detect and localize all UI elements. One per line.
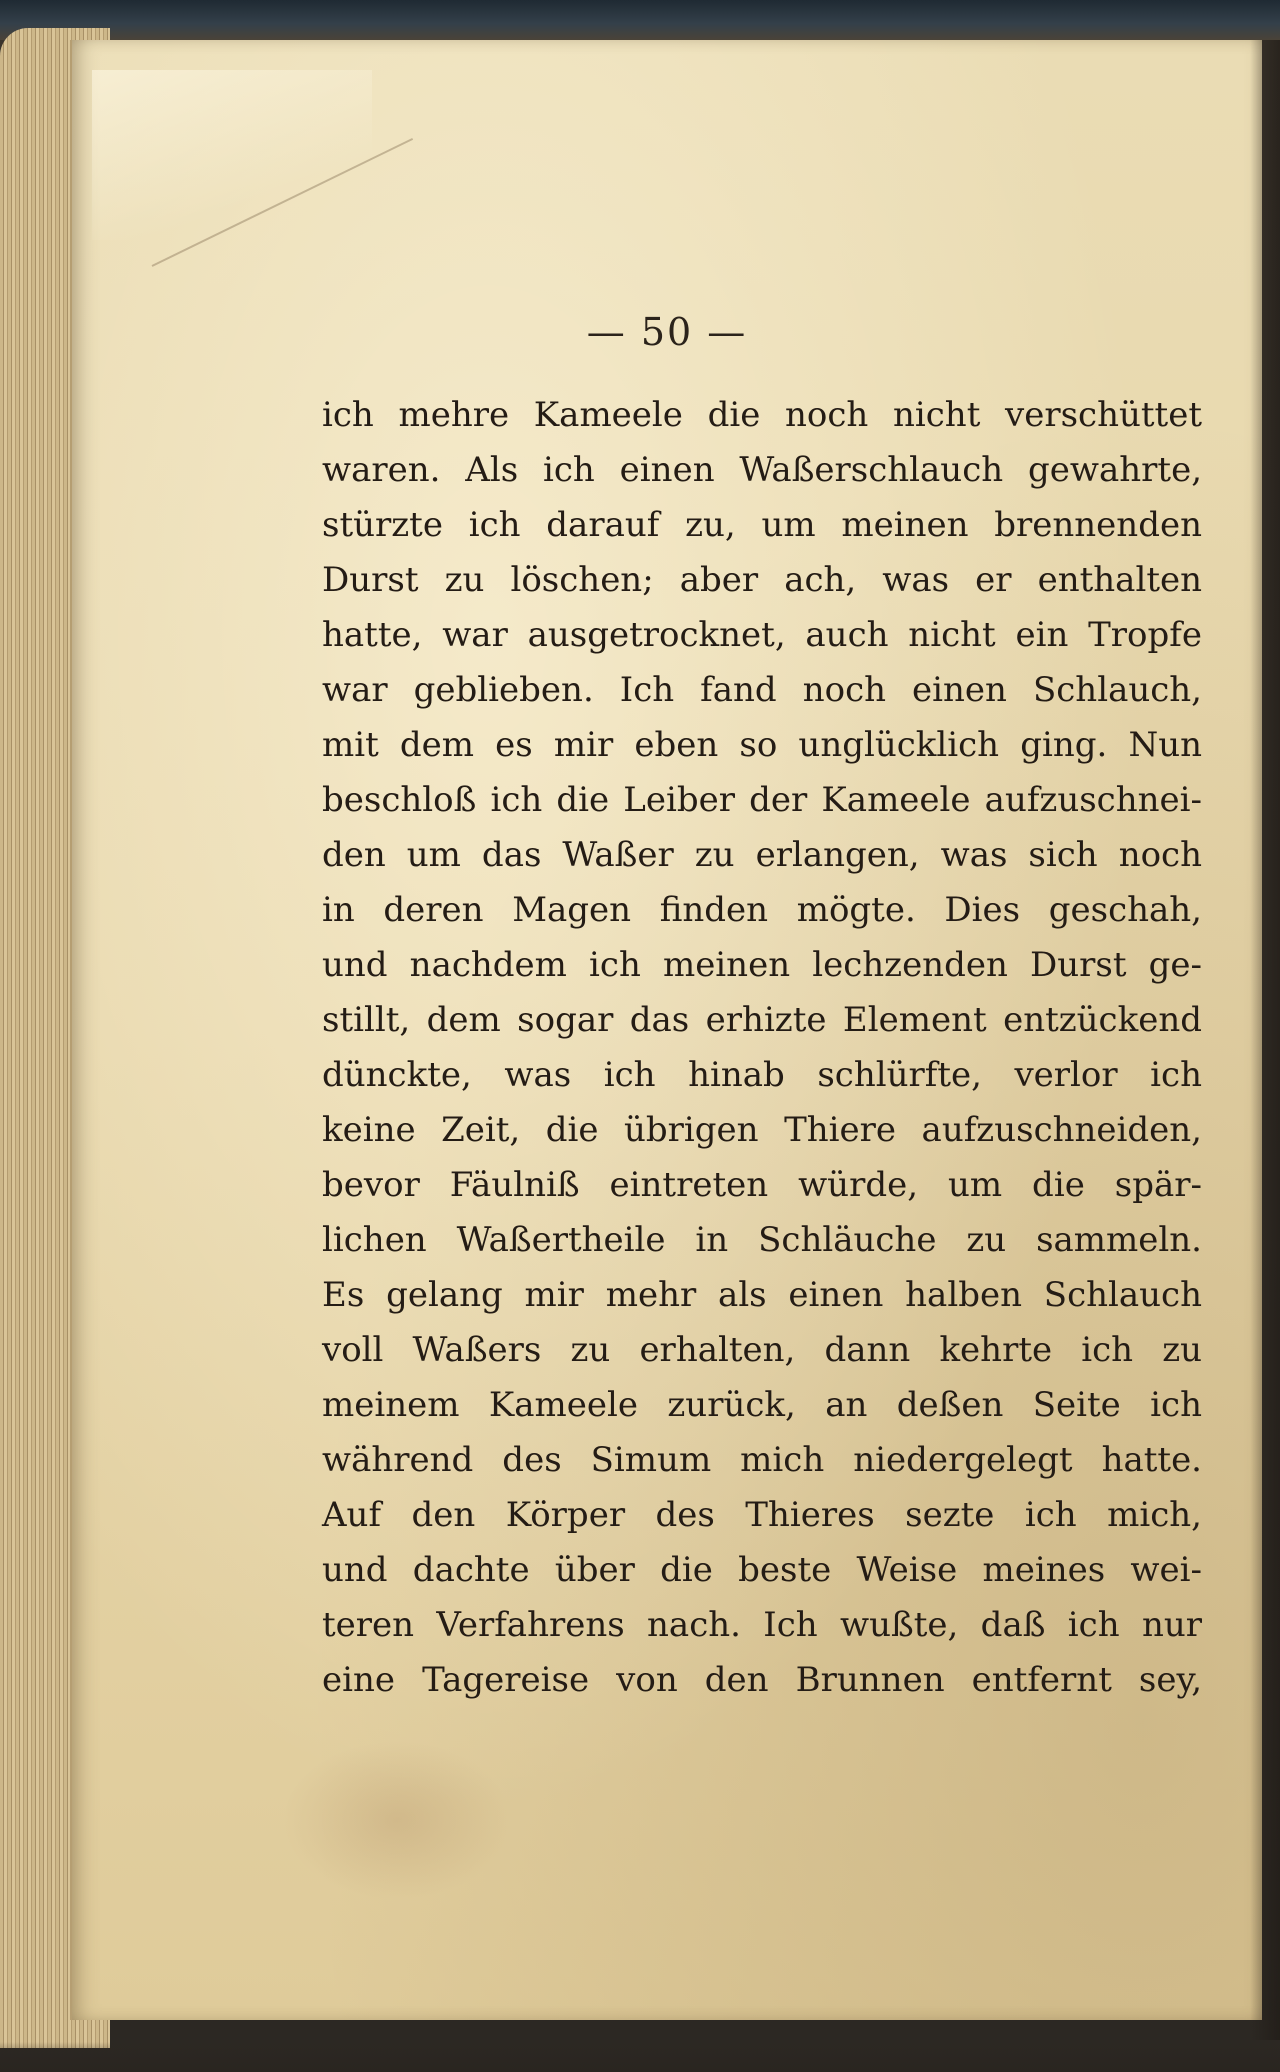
text-line: meinem Kameele zurück, an deßen Seite ich	[322, 1385, 1202, 1425]
page-corner-fold	[92, 70, 372, 240]
text-line: ich mehre Kameele die noch nicht verschüttet	[322, 395, 1202, 435]
text-line: in deren Magen finden mögte. Dies geschah,	[322, 890, 1202, 930]
text-line: beschloß ich die Leiber der Kameele aufzuschnei-	[322, 780, 1202, 820]
text-line: und nachdem ich meinen lechzenden Durst ge-	[322, 945, 1202, 985]
body-text	[322, 388, 1202, 1708]
text-line: stillt, dem sogar das erhizte Element entzückend	[322, 1000, 1202, 1040]
text-line: Es gelang mir mehr als einen halben Schlauch	[322, 1275, 1202, 1315]
text-line: und dachte über die beste Weise meines wei-	[322, 1550, 1202, 1590]
text-line: bevor Fäulniß eintreten würde, um die spär-	[322, 1165, 1202, 1205]
book-page	[70, 40, 1262, 2020]
text-line: dünckte, was ich hinab schlürfte, verlor ich	[322, 1055, 1202, 1095]
text-line: Auf den Körper des Thieres sezte ich mich,	[322, 1495, 1202, 1535]
text-line: stürzte ich darauf zu, um meinen brennenden	[322, 505, 1202, 545]
text-line: waren. Als ich einen Waßerschlauch gewahrte,	[322, 450, 1202, 490]
text-line: keine Zeit, die übrigen Thiere aufzuschneiden,	[322, 1110, 1202, 1150]
text-line: hatte, war ausgetrocknet, auch nicht ein Tropfe	[322, 615, 1202, 655]
text-line: den um das Waßer zu erlangen, was sich noch	[322, 835, 1202, 875]
text-line: voll Waßers zu erhalten, dann kehrte ich zu	[322, 1330, 1202, 1370]
text-line: während des Simum mich niedergelegt hatte.	[322, 1440, 1202, 1480]
text-line: eine Tagereise von den Brunnen entfernt sey,	[322, 1660, 1202, 1700]
text-line: Durst zu löschen; aber ach, was er enthalten	[322, 560, 1202, 600]
text-line: lichen Waßertheile in Schläuche zu sammeln.	[322, 1220, 1202, 1260]
book-bottom-edge	[0, 2042, 1280, 2072]
page-edge-shadow	[1250, 40, 1280, 2040]
paper-stain	[282, 1740, 512, 1900]
book-cover-edge	[0, 0, 1280, 40]
text-line: mit dem es mir eben so unglücklich ging. Nun	[322, 725, 1202, 765]
text-line: teren Verfahrens nach. Ich wußte, daß ich nur	[322, 1605, 1202, 1645]
text-line: war geblieben. Ich fand noch einen Schlauch,	[322, 670, 1202, 710]
page-number: — 50 —	[586, 310, 748, 354]
